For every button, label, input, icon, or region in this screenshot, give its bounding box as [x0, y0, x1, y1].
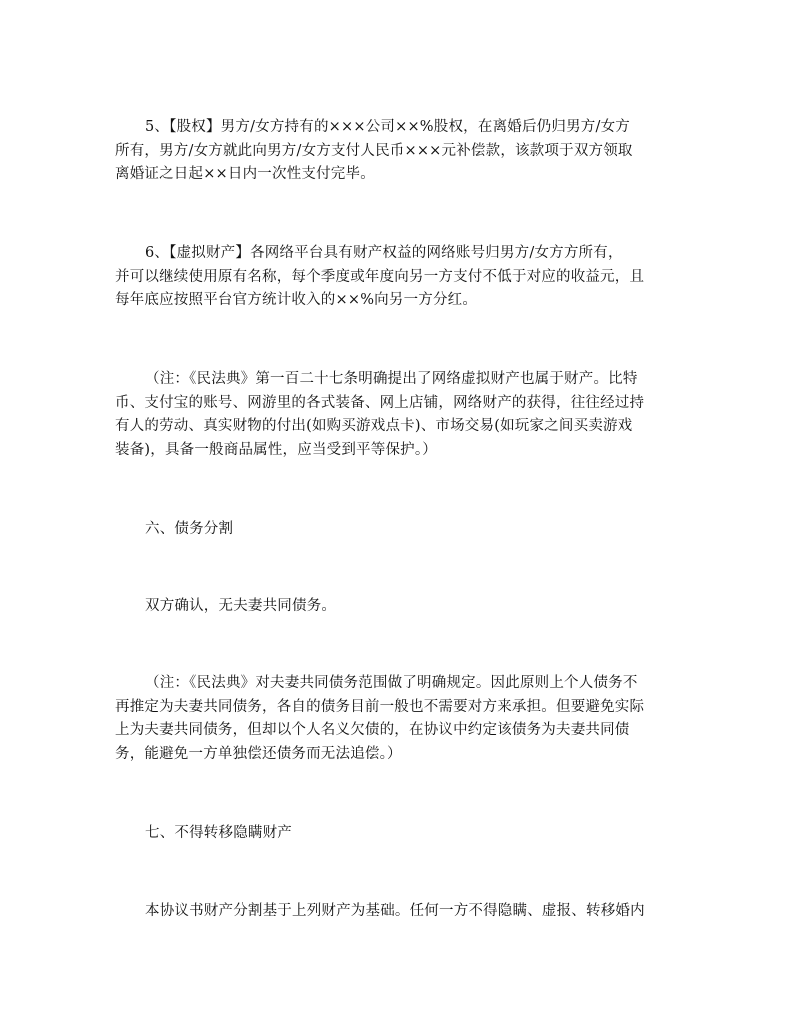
text-line: 每年底应按照平台官方统计收入的××%向另一方分红。: [115, 292, 478, 308]
note-virtual-property: [115, 368, 685, 462]
text-line: （注：《民法典》对夫妻共同债务范围做了明确规定。因此原则上个人债务不: [145, 675, 638, 691]
text-line: 再推定为夫妻共同债务，各自的债务目前一般也不需要对方来承担。但要避免实际: [115, 698, 645, 715]
heading-text: 七、不得转移隐瞒财产: [145, 825, 292, 841]
text-line: 双方确认，无夫妻共同债务。: [145, 598, 337, 614]
text-line: 本协议书财产分割基于上列财产为基础。任何一方不得隐瞒、虚报、转移婚内: [145, 903, 645, 919]
note-debt: [115, 672, 685, 766]
section-heading-no-transfer: [115, 822, 685, 846]
paragraph-virtual-property: [115, 242, 685, 313]
paragraph-no-transfer: [115, 900, 685, 924]
text-line: 有人的劳动、真实财物的付出(如购买游戏点卡)、市场交易(如玩家之间买卖游戏: [115, 418, 633, 434]
text-line: 装备)，具备一般商品属性，应当受到平等保护。）: [115, 441, 438, 458]
text-line: （注：《民法典》第一百二十七条明确提出了网络虚拟财产也属于财产。比特: [145, 371, 638, 387]
text-line: 离婚证之日起××日内一次性支付完毕。: [115, 166, 375, 182]
paragraph-equity: [115, 116, 685, 187]
text-line: 币、支付宝的账号、网游里的各式装备、网上店铺，网络财产的获得，往往经过持: [115, 394, 645, 411]
text-line: 并可以继续使用原有名称，每个季度或年度向另一方支付不低于对应的收益元，且: [115, 268, 645, 285]
heading-text: 六、债务分割: [145, 521, 234, 537]
text-line: 6、【虚拟财产】各网络平台具有财产权益的网络账号归男方/女方方所有，: [145, 245, 623, 261]
text-line: 所有，男方/女方就此向男方/女方支付人民币×××元补偿款，该款项于双方领取: [115, 142, 633, 159]
text-line: 务，能避免一方单独偿还债务而无法追偿。）: [115, 745, 402, 762]
text-line: 5、【股权】男方/女方持有的×××公司××%股权，在离婚后仍归男方/女方: [145, 119, 630, 135]
section-heading-debt-division: [115, 518, 685, 542]
paragraph-debt-confirmation: [115, 595, 685, 619]
text-line: 上为夫妻共同债务，但却以个人名义欠债的，在协议中约定该债务为夫妻共同债: [115, 722, 630, 738]
